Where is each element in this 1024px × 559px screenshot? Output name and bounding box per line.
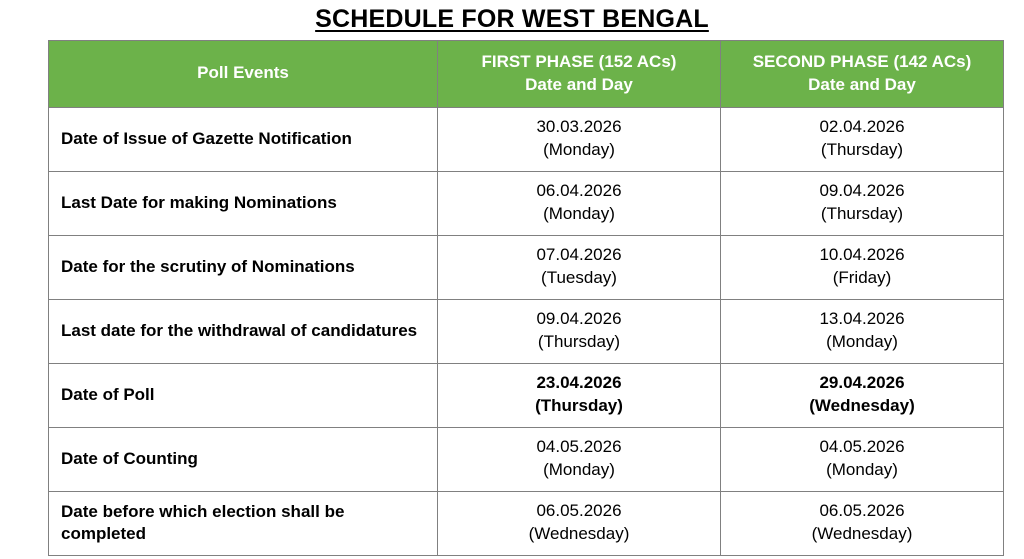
cell-event: Date of Issue of Gazette Notification — [49, 107, 438, 171]
cell-first-phase — [438, 107, 721, 171]
cell-first-phase-date: 06.05.2026 — [536, 501, 622, 521]
cell-first-phase-day: (Tuesday) — [541, 268, 617, 288]
cell-second-phase — [721, 427, 1004, 491]
cell-event: Last Date for making Nominations — [49, 171, 438, 235]
cell-first-phase-date: 07.04.2026 — [536, 245, 622, 265]
cell-second-phase-day: (Wednesday) — [809, 396, 915, 416]
cell-second-phase-day: (Thursday) — [820, 204, 904, 224]
cell-first-phase — [438, 363, 721, 427]
cell-second-phase-date: 09.04.2026 — [819, 181, 905, 201]
cell-second-phase — [721, 363, 1004, 427]
table-row — [49, 235, 1004, 299]
cell-first-phase — [438, 171, 721, 235]
cell-second-phase — [721, 235, 1004, 299]
cell-second-phase-date: 29.04.2026 — [819, 373, 905, 393]
cell-first-phase-day: (Monday) — [543, 460, 615, 480]
cell-first-phase-day: (Wednesday) — [528, 524, 630, 544]
cell-second-phase-day: (Monday) — [826, 332, 898, 352]
table-row — [49, 299, 1004, 363]
column-header-second-phase-line1: SECOND PHASE (142 ACs) — [752, 52, 972, 71]
cell-first-phase-date: 09.04.2026 — [536, 309, 622, 329]
cell-second-phase — [721, 299, 1004, 363]
cell-first-phase-date: 23.04.2026 — [536, 373, 622, 393]
cell-second-phase — [721, 107, 1004, 171]
table-row — [49, 363, 1004, 427]
column-header-poll-events: Poll Events — [49, 41, 438, 108]
cell-first-phase-date: 06.04.2026 — [536, 181, 622, 201]
table-row — [49, 107, 1004, 171]
cell-event: Date of Counting — [49, 427, 438, 491]
column-header-first-phase-line1: FIRST PHASE (152 ACs) — [481, 52, 677, 71]
page-title — [0, 0, 1024, 40]
cell-event: Date before which election shall be completed — [49, 491, 438, 555]
table-body — [49, 107, 1004, 555]
table-row — [49, 171, 1004, 235]
cell-first-phase — [438, 427, 721, 491]
column-header-first-phase — [438, 41, 721, 108]
cell-first-phase — [438, 491, 721, 555]
cell-second-phase-day: (Friday) — [832, 268, 892, 288]
cell-second-phase-date: 06.05.2026 — [819, 501, 905, 521]
cell-first-phase — [438, 235, 721, 299]
table-header-row — [49, 41, 1004, 108]
schedule-table-container — [0, 40, 1024, 556]
table-row — [49, 491, 1004, 555]
cell-second-phase-date: 02.04.2026 — [819, 117, 905, 137]
table-head — [49, 41, 1004, 108]
cell-first-phase-day: (Monday) — [543, 204, 615, 224]
cell-second-phase-date: 13.04.2026 — [819, 309, 905, 329]
cell-event: Last date for the withdrawal of candidatures — [49, 299, 438, 363]
cell-second-phase-day: (Monday) — [826, 460, 898, 480]
cell-second-phase — [721, 171, 1004, 235]
cell-second-phase-day: (Thursday) — [820, 140, 904, 160]
cell-first-phase — [438, 299, 721, 363]
column-header-second-phase-line2: Date and Day — [808, 74, 916, 94]
schedule-table — [48, 40, 1004, 556]
column-header-first-phase-line2: Date and Day — [525, 74, 633, 94]
cell-event: Date for the scrutiny of Nominations — [49, 235, 438, 299]
cell-first-phase-date: 04.05.2026 — [536, 437, 622, 457]
cell-event: Date of Poll — [49, 363, 438, 427]
cell-second-phase-day: (Wednesday) — [811, 524, 913, 544]
cell-first-phase-day: (Monday) — [543, 140, 615, 160]
cell-second-phase — [721, 491, 1004, 555]
page-title-text: SCHEDULE FOR WEST BENGAL — [315, 5, 709, 33]
cell-first-phase-day: (Thursday) — [535, 396, 623, 416]
table-row — [49, 427, 1004, 491]
cell-first-phase-date: 30.03.2026 — [536, 117, 622, 137]
cell-second-phase-date: 04.05.2026 — [819, 437, 905, 457]
column-header-second-phase — [721, 41, 1004, 108]
cell-second-phase-date: 10.04.2026 — [819, 245, 905, 265]
cell-first-phase-day: (Thursday) — [537, 332, 621, 352]
